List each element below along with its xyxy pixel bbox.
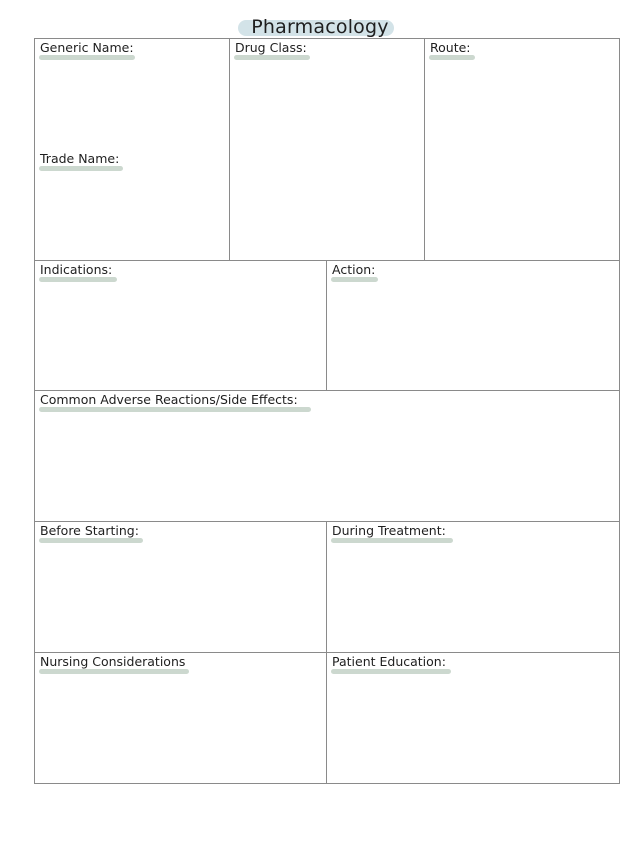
- indications-underline: [39, 277, 117, 282]
- drug-class-cell[interactable]: [229, 38, 425, 261]
- generic-name-underline: [39, 55, 135, 60]
- during-treatment-label: During Treatment:: [332, 523, 446, 539]
- generic-name-label: Generic Name:: [40, 40, 134, 56]
- patient-education-label: Patient Education:: [332, 654, 446, 670]
- trade-name-underline: [39, 166, 123, 171]
- page-title: Pharmacology: [251, 16, 389, 38]
- before-starting-underline: [39, 538, 143, 543]
- action-label: Action:: [332, 262, 375, 278]
- before-starting-cell[interactable]: [34, 521, 327, 653]
- drug-class-label: Drug Class:: [235, 40, 307, 56]
- generic-name-cell[interactable]: [34, 38, 230, 261]
- route-cell[interactable]: [424, 38, 620, 261]
- nursing-considerations-underline: [39, 669, 189, 674]
- adverse-reactions-underline: [39, 407, 311, 412]
- route-underline: [429, 55, 475, 60]
- nursing-considerations-label: Nursing Considerations: [40, 654, 185, 670]
- page-header: [0, 14, 640, 40]
- patient-education-underline: [331, 669, 451, 674]
- indications-label: Indications:: [40, 262, 112, 278]
- during-treatment-underline: [331, 538, 453, 543]
- adverse-reactions-label: Common Adverse Reactions/Side Effects:: [40, 392, 298, 408]
- adverse-reactions-cell[interactable]: [34, 390, 620, 522]
- indications-cell[interactable]: [34, 260, 327, 391]
- action-underline: [331, 277, 378, 282]
- patient-education-cell[interactable]: [326, 652, 620, 784]
- trade-name-label: Trade Name:: [40, 151, 119, 167]
- route-label: Route:: [430, 40, 471, 56]
- action-cell[interactable]: [326, 260, 620, 391]
- nursing-considerations-cell[interactable]: [34, 652, 327, 784]
- during-treatment-cell[interactable]: [326, 521, 620, 653]
- before-starting-label: Before Starting:: [40, 523, 139, 539]
- drug-class-underline: [234, 55, 310, 60]
